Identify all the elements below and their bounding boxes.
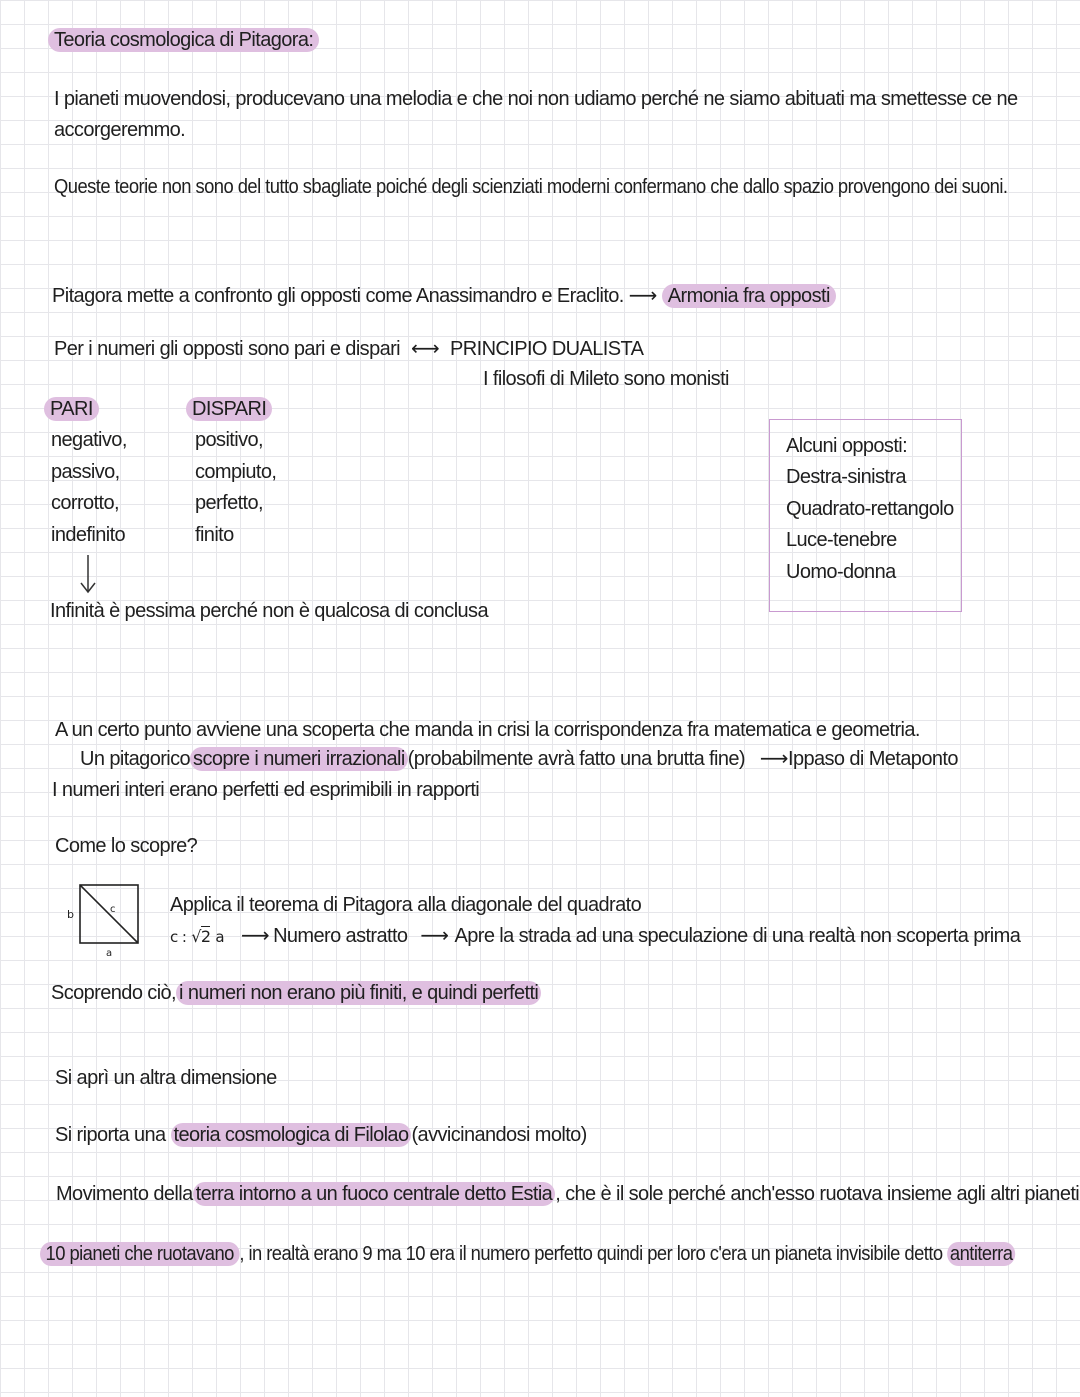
planets-highlight: 10 pianeti che ruotavano bbox=[40, 1242, 239, 1266]
list-item: passivo, bbox=[51, 460, 120, 483]
pari-list bbox=[51, 425, 127, 551]
infinity-note: Infinità è pessima perché non è qualcosa di conclusa bbox=[50, 600, 488, 622]
right-arrow-icon: ⟶ bbox=[759, 748, 788, 770]
mileto-note: I filosofi di Mileto sono monisti bbox=[483, 368, 729, 390]
list-item: Quadrato-rettangolo bbox=[786, 498, 954, 520]
dimension-line: Si aprì un altra dimensione bbox=[55, 1067, 277, 1089]
dispari-list bbox=[195, 425, 276, 551]
list-item: compiuto, bbox=[195, 460, 277, 483]
page-title bbox=[48, 27, 319, 53]
crisis-line: A un certo punto avviene una scoperta che manda in crisi la corrispondenza fra matematica e geometria. bbox=[55, 719, 920, 741]
square-label-c: c bbox=[110, 904, 116, 915]
right-arrow-icon: ⟶ bbox=[628, 285, 657, 307]
title-highlight: Teoria cosmologica di Pitagora: bbox=[48, 28, 319, 52]
square-label-a: a bbox=[106, 948, 113, 959]
formula-lhs: c : bbox=[170, 928, 187, 946]
sqrt-icon: √ bbox=[191, 927, 201, 946]
square-label-b: b bbox=[67, 908, 74, 921]
numbers-text: Per i numeri gli opposti sono pari e dispari bbox=[54, 338, 401, 360]
filolao-line: Si riporta una teoria cosmologica di Filolao (avvicinandosi molto) bbox=[55, 1124, 587, 1146]
ippaso: Ippaso di Metaponto bbox=[788, 748, 958, 770]
opposites-box bbox=[769, 419, 962, 612]
question: Come lo scopre? bbox=[55, 835, 198, 857]
formula-line bbox=[170, 923, 1020, 950]
abstract-number: Numero astratto bbox=[273, 925, 408, 947]
list-item: indefinito bbox=[51, 523, 126, 546]
square-diagonal-diagram bbox=[64, 880, 144, 959]
list-item: corrotto, bbox=[51, 492, 119, 514]
double-arrow-icon: ⟷ bbox=[410, 338, 440, 360]
paragraph-modern-science: Queste teorie non sono del tutto sbagliate poiché degli scienziati moderni confermano che dallo spazio provengono dei suoni. bbox=[54, 176, 1008, 198]
list-item: positivo, bbox=[195, 429, 263, 451]
dualist-principle: PRINCIPIO DUALISTA bbox=[450, 338, 644, 360]
filolao-highlight: teoria cosmologica di Filolao bbox=[171, 1123, 412, 1147]
discovery-line: Scoprendo ciò, i numeri non erano più finiti, e quindi perfetti bbox=[51, 980, 541, 1006]
opposites-line bbox=[52, 283, 836, 309]
list-item: negativo, bbox=[51, 429, 127, 451]
down-arrow-icon bbox=[78, 555, 98, 595]
speculation: Apre la strada ad una speculazione di una realtà non scoperta prima bbox=[454, 925, 1021, 947]
formula-radicand: 2 bbox=[200, 927, 211, 946]
irrational-line: Un pitagorico scopre i numeri irrazionali (probabilmente avrà fatto una brutta fine) ⟶Ippaso di Metaponto bbox=[80, 748, 958, 770]
right-arrow-icon: ⟶ bbox=[240, 925, 270, 947]
theorem-line: Applica il teorema di Pitagora alla diagonale del quadrato bbox=[170, 894, 642, 916]
list-item: Destra-sinistra bbox=[786, 466, 906, 488]
estia-highlight: terra intorno a un fuoco centrale detto Estia bbox=[193, 1182, 556, 1206]
list-item: finito bbox=[195, 523, 234, 546]
opposites-box-title: Alcuni opposti: bbox=[786, 435, 908, 457]
pari-heading: PARI bbox=[44, 396, 99, 422]
movement-line: Movimento della terra intorno a un fuoco centrale detto Estia , che è il sole perché anch'esso ruotava insieme agli altri pianeti bbox=[56, 1183, 1080, 1205]
discovery-highlight: i numeri non erano più finiti, e quindi perfetti bbox=[176, 981, 541, 1005]
list-item: perfetto, bbox=[195, 492, 263, 514]
antiterra-highlight: antiterra bbox=[947, 1242, 1015, 1266]
right-arrow-icon: ⟶ bbox=[420, 925, 449, 947]
irrational-highlight: scopre i numeri irrazionali bbox=[190, 747, 408, 771]
paragraph-melody: I pianeti muovendosi, producevano una melodia e che noi non udiamo perché ne siamo abituati ma smettesse ce ne accorgeremmo. bbox=[54, 88, 1018, 141]
list-item: Luce-tenebre bbox=[786, 529, 897, 551]
numbers-line bbox=[54, 336, 643, 362]
integers-line: I numeri interi erano perfetti ed esprimibili in rapporti bbox=[52, 779, 480, 801]
opposites-text: Pitagora mette a confronto gli opposti come Anassimandro e Eraclito. bbox=[52, 285, 624, 307]
harmony-highlight: Armonia fra opposti bbox=[662, 284, 836, 308]
formula-var: a bbox=[215, 928, 225, 946]
dispari-heading: DISPARI bbox=[186, 396, 272, 422]
planets-line: 10 pianeti che ruotavano , in realtà erano 9 ma 10 era il numero perfetto quindi per loro c'era un pianeta invisibile detto antiterra bbox=[40, 1241, 1015, 1267]
list-item: Uomo-donna bbox=[786, 561, 896, 583]
